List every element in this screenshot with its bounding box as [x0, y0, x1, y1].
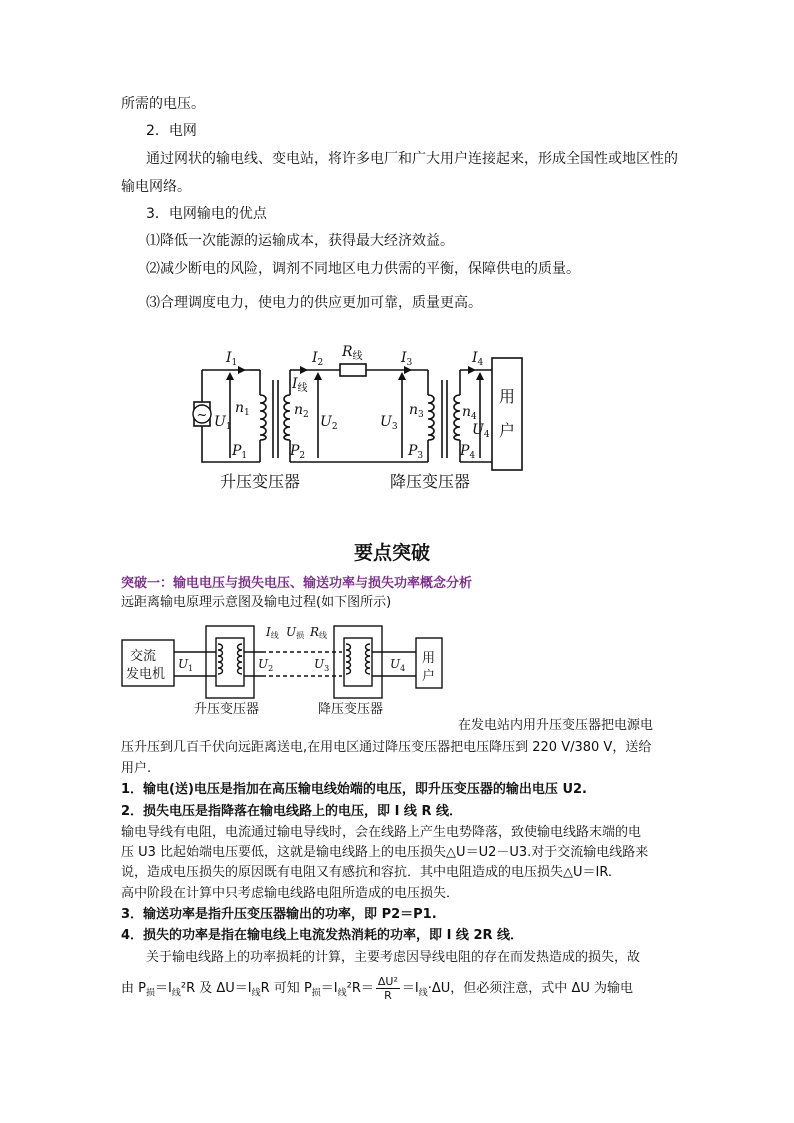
svg-text:升压变压器: 升压变压器	[220, 472, 301, 491]
svg-text:用: 用	[422, 651, 436, 666]
svg-text:n2: $n_2$	[294, 402, 309, 420]
svg-text:U3: $U_3$	[314, 657, 330, 673]
process-line-2: 压升压到几百千伏向远距离送电,在用电区通过降压变压器把电压降压到 220 V/380 V，送给	[121, 740, 652, 755]
formula-line: 由 $P_损=I_线^2R$ 及 $\Delta U=I_线R$ 可知 $P_损=I_线^2R=$ $\frac{\text{ΔU²}}{R}$ $=I_线\cdot\Delta U$，但必须注意，式中 ΔU 为输电	[121, 975, 633, 1002]
intro-line-0: 所需的电压。	[121, 96, 205, 112]
svg-text:n4: $n_4$	[462, 404, 477, 422]
point-4-body-line-1: 关于输电线路上的功率损耗的计算，主要考虑因导线电阻的存在而发热造成的损失，故	[146, 950, 641, 965]
svg-text:R线: $R_线$	[342, 344, 363, 362]
point-1: 1．输电(送)电压是指加在高压输电线始端的电压，即升压变压器的输出电压 U2.	[121, 782, 587, 797]
point-2-body-line-1: 输电导线有电阻，电流通过输电导线时，会在线路上产生电势降落，致使输电线路末端的电	[121, 825, 642, 840]
point-2-body-line-2: 压 U3 比起始端电压要低，这就是输电线路上的电压损失△U＝U2－U3.对于交流输电线路来	[121, 845, 649, 860]
breakthrough-intro: 远距离输电原理示意图及输电过程(如下图所示)	[121, 595, 392, 610]
svg-text:R线: R线	[310, 625, 328, 640]
svg-text:户: 户	[422, 669, 436, 684]
transmission-circuit-diagram	[180, 340, 530, 500]
point-2: 2．损失电压是指降落在输电线路上的电压，即 I 线 R 线．	[121, 804, 462, 819]
svg-text:~: ~	[196, 408, 208, 423]
svg-text:U2: $U_2$	[258, 657, 274, 673]
svg-text:U损: U损	[286, 625, 305, 640]
svg-text:I3: $I_3$	[401, 350, 413, 368]
svg-text:U1: $U_1$	[214, 414, 232, 432]
svg-text:用: 用	[499, 387, 516, 406]
svg-text:n3: $n_3$	[409, 402, 424, 420]
svg-text:U3: $U_3$	[380, 414, 398, 432]
svg-text:I线: I线	[266, 625, 279, 640]
breakthrough-heading: 突破一：输电电压与损失电压、输送功率与损失功率概念分析	[121, 576, 473, 591]
section-title: 要点突破	[354, 542, 431, 564]
point-2-body-line-3: 说，造成电压损失的原因既有电阻又有感抗和容抗．其中电阻造成的电压损失△U＝IR.	[121, 865, 613, 880]
advantage-1: ⑴降低一次能源的运输成本，获得最大经济效益。	[146, 233, 454, 249]
svg-text:I2: $I_2$	[312, 350, 324, 368]
item-2-body-line-2: 输电网络。	[121, 179, 191, 195]
svg-text:I线: $I_线$	[292, 376, 308, 394]
long-distance-transmission-diagram	[120, 620, 450, 720]
process-line-1: 在发电站内用升压变压器把电源电	[458, 718, 654, 733]
svg-text:P2: $P_2$	[290, 443, 306, 461]
point-2-body-line-4: 高中阶段在计算中只考虑输电线路电阻所造成的电压损失．	[121, 886, 460, 901]
process-line-3: 用户.	[121, 761, 152, 776]
svg-text:户: 户	[499, 421, 516, 440]
svg-text:U4: $U_4$	[472, 422, 490, 440]
advantage-2: ⑵减少断电的风险，调剂不同地区电力供需的平衡，保障供电的质量。	[146, 261, 580, 277]
svg-text:升压变压器: 升压变压器	[194, 702, 260, 717]
svg-text:I1: $I_1$	[226, 350, 238, 368]
svg-text:发电机: 发电机	[126, 667, 166, 682]
svg-text:n1: $n_1$	[235, 400, 250, 418]
svg-text:I4: $I_4$	[472, 350, 484, 368]
fraction: $\frac{\text{ΔU²}}{R}$	[377, 975, 398, 1002]
svg-text:U4: $U_4$	[390, 657, 406, 673]
item-2-body-line-1: 通过网状的输电线、变电站，将许多电厂和广大用户连接起来，形成全国性或地区性的	[146, 151, 678, 167]
svg-text:P4: $P_4$	[460, 443, 476, 461]
svg-text:U1: $U_1$	[178, 657, 194, 673]
svg-text:U2: $U_2$	[320, 414, 338, 432]
advantage-3: ⑶合理调度电力，使电力的供应更加可靠，质量更高。	[146, 295, 482, 311]
item-3-heading: 3．电网输电的优点	[146, 206, 267, 222]
svg-text:降压变压器: 降压变压器	[318, 702, 384, 717]
item-2-heading: 2．电网	[146, 123, 197, 139]
svg-text:降压变压器: 降压变压器	[390, 472, 471, 491]
svg-text:交流: 交流	[130, 649, 157, 664]
point-3: 3．输送功率是指升压变压器输出的功率，即 P2＝P1.	[121, 907, 437, 922]
svg-text:P1: $P_1$	[232, 443, 248, 461]
point-4: 4．损失的功率是指在输电线上电流发热消耗的功率，即 I 线 2R 线．	[121, 928, 524, 943]
svg-text:P3: $P_3$	[408, 443, 424, 461]
